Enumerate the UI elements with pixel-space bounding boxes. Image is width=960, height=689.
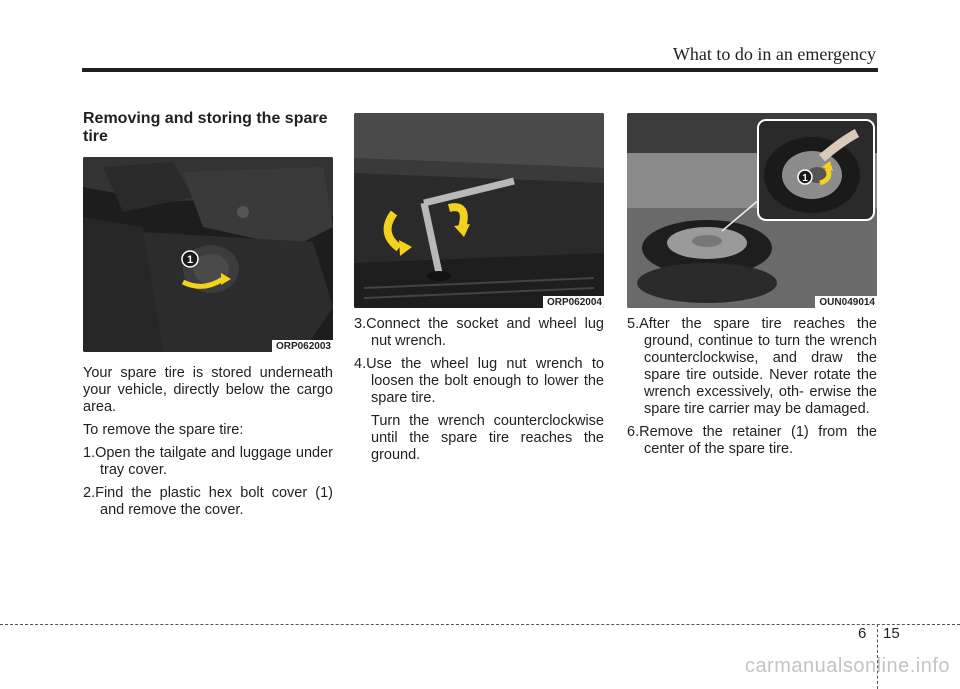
header-title: What to do in an emergency [672,44,876,64]
callout-1: 1 [802,173,808,184]
column-1-text [83,365,333,525]
figure-code: OUN049014 [815,296,877,308]
figure-code: ORP062004 [543,296,604,308]
column-2-text [354,316,604,470]
column-3-text [627,316,877,464]
callout-1: 1 [186,254,194,266]
section-title: Removing and storing the spare tire [83,110,328,145]
figure-wrench-illustration [354,113,604,308]
step-4-note: Turn the wrench counterclockwise until the spare tire reaches the ground. [371,413,604,463]
footer-dashed-rule [0,624,960,625]
step-3: 3.Connect the socket and wheel lug nut wrench. [354,316,604,349]
step-6: 6.Remove the retainer (1) from the center of the spare tire. [627,424,877,457]
figure-wrench [354,113,604,308]
step-2: 2.Find the plastic hex bolt cover (1) and remove the cover. [83,485,333,518]
page-chapter: 6 [858,625,867,642]
step-1: 1.Open the tailgate and luggage under tray cover. [83,445,333,478]
header-rule [82,68,878,72]
figure-spare-tire-illustration [627,113,877,308]
figure-hex-bolt-cover-illustration [83,157,333,352]
page-number: 15 [883,625,900,642]
lead-paragraph: To remove the spare tire: [83,422,244,438]
step-4: 4.Use the wheel lug nut wrench to loosen the bolt enough to lower the spare tire. [354,356,604,406]
figure-spare-tire [627,113,877,308]
figure-hex-bolt-cover [83,157,333,352]
step-5: 5.After the spare tire reaches the ground, continue to turn the wrench counterclockwise, and draw the spare tire outside. Never rotate the wrench excessively, oth- erwise the spare tire carrier may be damaged. [627,316,877,417]
watermark: carmanualsonline.info [744,655,950,677]
intro-paragraph: Your spare tire is stored underneath your vehicle, directly below the cargo area. [83,365,333,415]
figure-code: ORP062003 [272,340,333,352]
